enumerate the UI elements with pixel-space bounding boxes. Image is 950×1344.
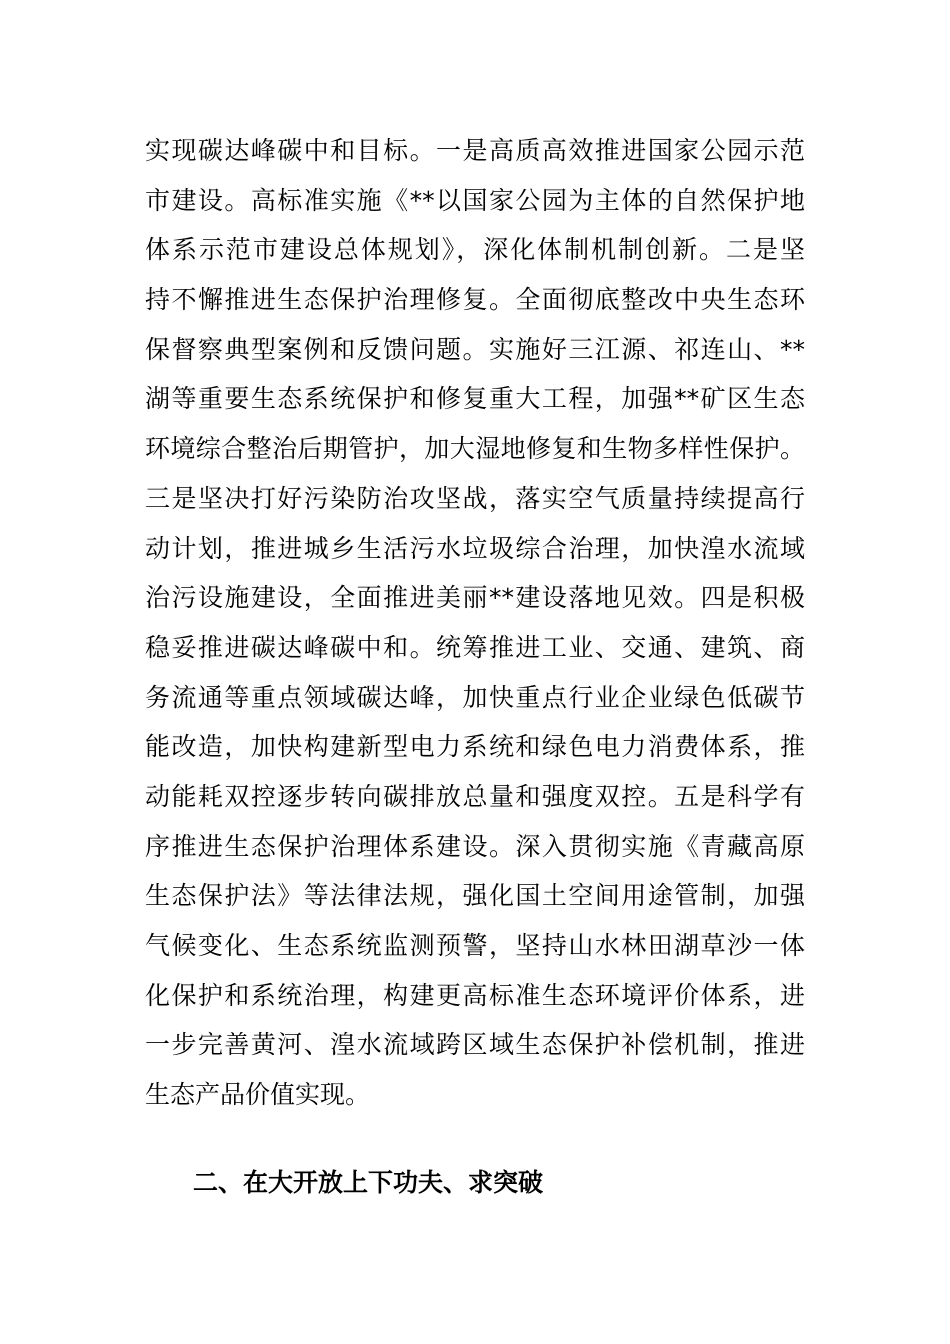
paragraph-line: 市建设。高标准实施《**以国家公园为主体的自然保护地 — [145, 185, 805, 215]
paragraph-line: 实现碳达峰碳中和目标。一是高质高效推进国家公园示范 — [145, 136, 805, 165]
paragraph-line: 稳妥推进碳达峰碳中和。统筹推进工业、交通、建筑、商 — [145, 632, 805, 662]
paragraph-line: 气候变化、生态系统监测预警，坚持山水林田湖草沙一体 — [145, 931, 805, 960]
paragraph-line: 治污设施建设，全面推进美丽**建设落地见效。四是积极 — [145, 583, 805, 613]
paragraph-line: 序推进生态保护治理体系建设。深入贯彻实施《青藏高原 — [145, 831, 805, 861]
paragraph-line: 持不懈推进生态保护治理修复。全面彻底整改中央生态环 — [145, 285, 805, 315]
paragraph-line: 三是坚决打好污染防治攻坚战，落实空气质量持续提高行 — [145, 483, 805, 513]
paragraph-line: 保督察典型案例和反馈问题。实施好三江源、祁连山、** — [145, 334, 805, 364]
paragraph-line: 务流通等重点领域碳达峰，加快重点行业企业绿色低碳节 — [145, 682, 805, 712]
paragraph-line: 动计划，推进城乡生活污水垃圾综合治理，加快湟水流域 — [145, 533, 805, 563]
paragraph-line: 体系示范市建设总体规划》，深化体制机制创新。二是坚 — [145, 235, 805, 265]
section-heading: 二、在大开放上下功夫、求突破 — [193, 1168, 544, 1197]
paragraph-line: 动能耗双控逐步转向碳排放总量和强度双控。五是科学有 — [145, 781, 805, 811]
paragraph-line: 湖等重要生态系统保护和修复重大工程，加强**矿区生态 — [145, 384, 805, 414]
paragraph-line: 一步完善黄河、湟水流域跨区域生态保护补偿机制，推进 — [145, 1030, 805, 1060]
paragraph-line: 生态保护法》等法律法规，强化国土空间用途管制，加强 — [145, 881, 805, 911]
paragraph-line: 化保护和系统治理，构建更高标准生态环境评价体系，进 — [145, 980, 805, 1010]
paragraph-line: 能改造，加快构建新型电力系统和绿色电力消费体系，推 — [145, 732, 805, 762]
paragraph-line: 生态产品价值实现。 — [145, 1080, 371, 1110]
paragraph-line: 环境综合整治后期管护，加大湿地修复和生物多样性保护。 — [145, 434, 805, 464]
body-paragraph — [145, 126, 805, 1120]
